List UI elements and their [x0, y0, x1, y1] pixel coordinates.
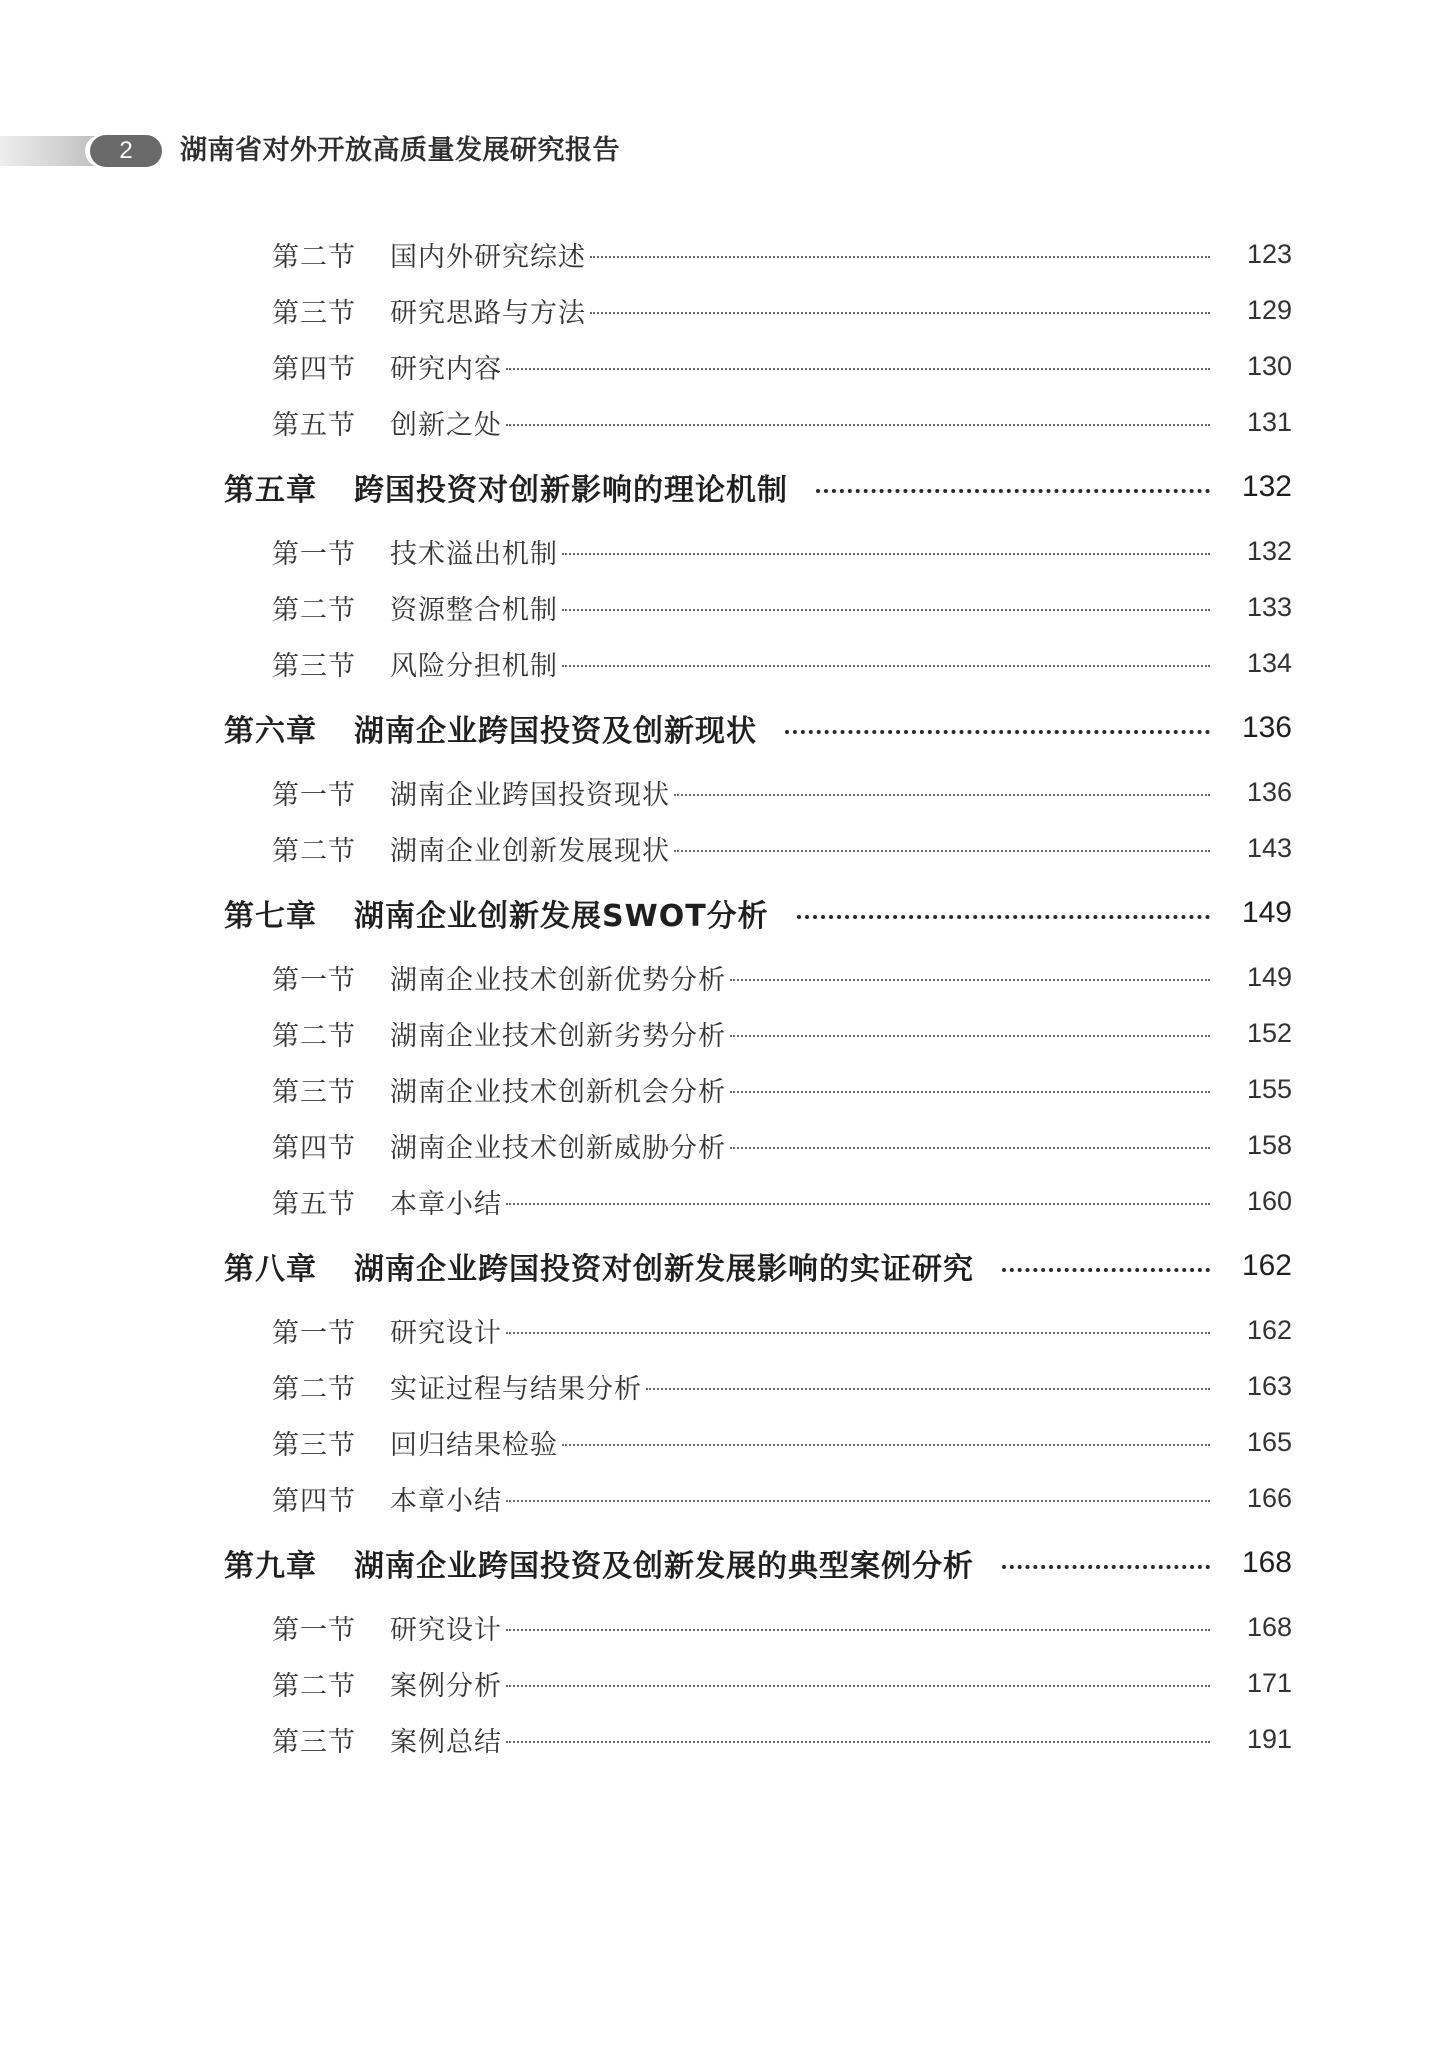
section-title: 案例分析 — [390, 1670, 502, 1702]
dot-leader — [730, 979, 1210, 981]
section-number: 第三节 — [272, 650, 356, 682]
page-ref: 132 — [1246, 535, 1292, 566]
toc-section-entry — [0, 1125, 1456, 1165]
page-ref: 155 — [1246, 1073, 1292, 1104]
section-number: 第三节 — [272, 297, 356, 329]
dot-leader — [590, 312, 1210, 314]
toc-section-entry — [0, 402, 1456, 442]
section-title: 技术溢出机制 — [390, 538, 558, 570]
dot-leader — [562, 553, 1210, 555]
section-number: 第一节 — [272, 964, 356, 996]
section-number: 第二节 — [272, 594, 356, 626]
dot-leader — [562, 665, 1210, 667]
toc-section-entry — [0, 346, 1456, 386]
toc-section-entry — [0, 1422, 1456, 1462]
page-ref: 162 — [1246, 1314, 1292, 1345]
page-ref: 160 — [1246, 1185, 1292, 1216]
dot-leader — [730, 1035, 1210, 1037]
section-number: 第二节 — [272, 1020, 356, 1052]
page-ref: 171 — [1246, 1667, 1292, 1698]
section-number: 第二节 — [272, 1373, 356, 1405]
dot-leader — [506, 1629, 1210, 1631]
page-ref: 131 — [1246, 406, 1292, 437]
page-ref: 134 — [1246, 647, 1292, 678]
toc-chapter-entry — [0, 1246, 1456, 1286]
section-title: 资源整合机制 — [390, 594, 558, 626]
section-number: 第三节 — [272, 1076, 356, 1108]
chapter-number: 第八章 — [224, 1252, 317, 1287]
page-ref: 133 — [1246, 591, 1292, 622]
dot-leader — [506, 1203, 1210, 1205]
page-ref: 149 — [1246, 961, 1292, 992]
section-title: 研究内容 — [390, 353, 502, 385]
page-ref: 152 — [1246, 1017, 1292, 1048]
section-title: 本章小结 — [390, 1485, 502, 1517]
toc-section-entry — [0, 772, 1456, 812]
page-ref: 143 — [1246, 832, 1292, 863]
dot-leader — [562, 1444, 1210, 1446]
page-number-tab: 2 — [90, 135, 162, 167]
page-ref: 166 — [1246, 1482, 1292, 1513]
toc-section-entry — [0, 828, 1456, 868]
section-title: 国内外研究综述 — [390, 241, 586, 273]
section-title: 创新之处 — [390, 409, 502, 441]
section-number: 第二节 — [272, 241, 356, 273]
dot-leader — [646, 1388, 1210, 1390]
toc-section-entry — [0, 587, 1456, 627]
section-number: 第四节 — [272, 1132, 356, 1164]
section-number: 第三节 — [272, 1726, 356, 1758]
page-ref: 162 — [1241, 1249, 1292, 1282]
section-number: 第五节 — [272, 1188, 356, 1220]
page-ref: 136 — [1246, 776, 1292, 807]
dot-leader — [506, 1741, 1210, 1743]
page-ref: 168 — [1241, 1546, 1292, 1579]
chapter-number: 第六章 — [224, 714, 317, 749]
section-title: 湖南企业技术创新机会分析 — [390, 1076, 726, 1108]
book-title: 湖南省对外开放高质量发展研究报告 — [180, 135, 620, 166]
toc-chapter-entry — [0, 1543, 1456, 1583]
chapter-title: 湖南企业创新发展SWOT分析 — [354, 899, 769, 934]
toc-section-entry — [0, 1181, 1456, 1221]
page-ref: 158 — [1246, 1129, 1292, 1160]
section-title: 实证过程与结果分析 — [390, 1373, 642, 1405]
chapter-title: 湖南企业跨国投资及创新发展的典型案例分析 — [354, 1549, 974, 1584]
toc-section-entry — [0, 290, 1456, 330]
section-title: 湖南企业跨国投资现状 — [390, 779, 670, 811]
dot-leader — [674, 850, 1210, 852]
toc-chapter-entry — [0, 467, 1456, 507]
section-title: 本章小结 — [390, 1188, 502, 1220]
page-ref: 163 — [1246, 1370, 1292, 1401]
section-title: 回归结果检验 — [390, 1429, 558, 1461]
chapter-number: 第七章 — [224, 899, 317, 934]
dot-leader — [506, 424, 1210, 426]
toc-chapter-entry — [0, 893, 1456, 933]
page-ref: 129 — [1246, 294, 1292, 325]
chapter-title: 湖南企业跨国投资对创新发展影响的实证研究 — [354, 1252, 974, 1287]
dot-leader — [506, 1685, 1210, 1687]
section-number: 第一节 — [272, 779, 356, 811]
section-number: 第四节 — [272, 353, 356, 385]
toc-section-entry — [0, 1607, 1456, 1647]
section-title: 湖南企业技术创新威胁分析 — [390, 1132, 726, 1164]
toc-section-entry — [0, 234, 1456, 274]
section-number: 第五节 — [272, 409, 356, 441]
dot-leader — [785, 730, 1210, 734]
section-title: 湖南企业技术创新优势分析 — [390, 964, 726, 996]
page-ref: 165 — [1246, 1426, 1292, 1457]
toc-section-entry — [0, 531, 1456, 571]
toc-section-entry — [0, 1719, 1456, 1759]
section-title: 湖南企业技术创新劣势分析 — [390, 1020, 726, 1052]
dot-leader — [730, 1091, 1210, 1093]
section-title: 风险分担机制 — [390, 650, 558, 682]
chapter-title: 湖南企业跨国投资及创新现状 — [354, 714, 757, 749]
page-ref: 191 — [1246, 1723, 1292, 1754]
section-title: 研究思路与方法 — [390, 297, 586, 329]
toc-chapter-entry — [0, 708, 1456, 748]
dot-leader — [730, 1147, 1210, 1149]
dot-leader — [506, 1500, 1210, 1502]
page-ref: 123 — [1246, 238, 1292, 269]
chapter-number: 第五章 — [224, 473, 317, 508]
toc-section-entry — [0, 643, 1456, 683]
dot-leader — [506, 368, 1210, 370]
toc-section-entry — [0, 1663, 1456, 1703]
section-number: 第三节 — [272, 1429, 356, 1461]
section-number: 第一节 — [272, 1317, 356, 1349]
section-number: 第二节 — [272, 835, 356, 867]
section-title: 案例总结 — [390, 1726, 502, 1758]
section-title: 研究设计 — [390, 1317, 502, 1349]
section-title: 研究设计 — [390, 1614, 502, 1646]
page-ref: 130 — [1246, 350, 1292, 381]
toc-section-entry — [0, 1013, 1456, 1053]
page-ref: 168 — [1246, 1611, 1292, 1642]
dot-leader — [797, 915, 1210, 919]
dot-leader — [506, 1332, 1210, 1334]
toc-section-entry — [0, 957, 1456, 997]
dot-leader — [590, 256, 1210, 258]
dot-leader — [562, 609, 1210, 611]
section-number: 第一节 — [272, 1614, 356, 1646]
section-number: 第一节 — [272, 538, 356, 570]
page-ref: 149 — [1241, 896, 1292, 929]
chapter-title: 跨国投资对创新影响的理论机制 — [354, 473, 788, 508]
section-number: 第二节 — [272, 1670, 356, 1702]
toc-section-entry — [0, 1069, 1456, 1109]
dot-leader — [674, 794, 1210, 796]
dot-leader — [816, 489, 1210, 493]
chapter-number: 第九章 — [224, 1549, 317, 1584]
page-ref: 136 — [1241, 711, 1292, 744]
toc-section-entry — [0, 1366, 1456, 1406]
page-ref: 132 — [1241, 470, 1292, 503]
dot-leader — [1002, 1565, 1210, 1569]
section-number: 第四节 — [272, 1485, 356, 1517]
dot-leader — [1002, 1268, 1210, 1272]
section-title: 湖南企业创新发展现状 — [390, 835, 670, 867]
toc-section-entry — [0, 1478, 1456, 1518]
toc-section-entry — [0, 1310, 1456, 1350]
